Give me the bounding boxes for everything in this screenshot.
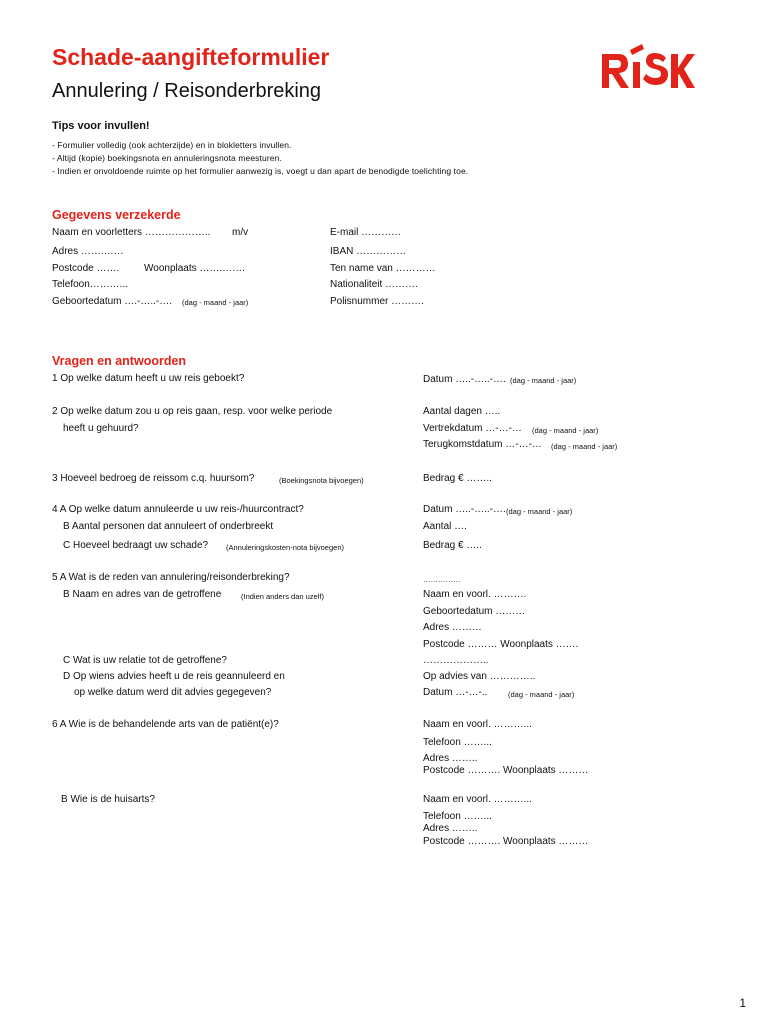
answer-5a-reden[interactable]: …………… (423, 575, 461, 584)
answer-6b-naam[interactable]: Naam en voorl. ………... (423, 794, 532, 805)
field-woonplaats[interactable]: Woonplaats …….……. (144, 263, 245, 274)
question-4a: 4 A Op welke datum annuleerde u uw reis-/huurcontract? (52, 504, 304, 515)
risk-logo (600, 40, 695, 92)
field-naam[interactable]: Naam en voorletters ……………….. (52, 227, 211, 238)
question-3: 3 Hoeveel bedroeg de reissom c.q. huursom? (52, 473, 255, 484)
field-mv[interactable]: m/v (232, 227, 249, 238)
date-format-hint: (dag - maand - jaar) (551, 442, 618, 451)
tips-heading: Tips voor invullen! (52, 120, 150, 132)
date-format-hint: (dag - maand - jaar) (510, 376, 577, 385)
answer-5b-geboortedatum[interactable]: Geboortedatum ……… (423, 606, 526, 617)
answer-2-terug[interactable]: Terugkomstdatum …-…-… (423, 439, 542, 450)
question-4c-hint: (Annuleringskosten-nota bijvoegen) (226, 543, 344, 552)
date-format-hint: (dag - maand - jaar) (182, 298, 249, 307)
answer-4a-datum[interactable]: Datum …..-…..-…. (423, 504, 506, 515)
answer-6a-postcode-woonplaats[interactable]: Postcode ………. Woonplaats ……… (423, 765, 589, 776)
field-telefoon[interactable]: Telefoon…….….. (52, 279, 129, 290)
date-format-hint: (dag - maand - jaar) (532, 426, 599, 435)
field-iban[interactable]: IBAN …………… (330, 246, 407, 257)
answer-6a-adres[interactable]: Adres …….. (423, 753, 478, 764)
question-5b: B Naam en adres van de getroffene (63, 589, 222, 600)
answer-2-vertrek[interactable]: Vertrekdatum …-…-… (423, 423, 522, 434)
question-5c: C Wat is uw relatie tot de getroffene? (63, 655, 227, 666)
answer-5b-naam[interactable]: Naam en voorl. ………. (423, 589, 527, 600)
tip-item: - Indien er onvoldoende ruimte op het formulier aanwezig is, voegt u dan apart de benodigde toelichting toe. (52, 166, 469, 176)
question-2: 2 Op welke datum zou u op reis gaan, resp. voor welke periode (52, 406, 333, 417)
answer-3-bedrag[interactable]: Bedrag € …….. (423, 473, 492, 484)
field-nationaliteit[interactable]: Nationaliteit ………. (330, 279, 418, 290)
answer-6a-telefoon[interactable]: Telefoon ……... (423, 737, 492, 748)
question-3-hint: (Boekingsnota bijvoegen) (279, 476, 364, 485)
answer-5b-adres[interactable]: Adres ……… (423, 622, 482, 633)
field-email[interactable]: E-mail ………… (330, 227, 402, 238)
answer-6b-adres[interactable]: Adres …….. (423, 823, 478, 834)
field-ten-name-van[interactable]: Ten name van ………… (330, 263, 436, 274)
field-adres[interactable]: Adres …….…… (52, 246, 124, 257)
question-1: 1 Op welke datum heeft u uw reis geboekt? (52, 373, 245, 384)
question-5d-cont: op welke datum werd dit advies gegegeven? (74, 687, 272, 698)
answer-6b-telefoon[interactable]: Telefoon ……... (423, 811, 492, 822)
answer-5d-advies[interactable]: Op advies van ………….. (423, 671, 536, 682)
question-6b: B Wie is de huisarts? (61, 794, 155, 805)
field-postcode[interactable]: Postcode ……. (52, 263, 120, 274)
answer-4b-aantal[interactable]: Aantal …. (423, 521, 467, 532)
section-heading-gegevens: Gegevens verzekerde (52, 208, 181, 222)
question-4c: C Hoeveel bedraagt uw schade? (63, 540, 209, 551)
tip-item: - Formulier volledig (ook achterzijde) en in blokletters invullen. (52, 140, 292, 150)
field-polisnummer[interactable]: Polisnummer ………. (330, 296, 424, 307)
page-number: 1 (739, 996, 746, 1010)
risk-logo-text: RISK (600, 40, 603, 41)
page-subtitle: Annulering / Reisonderbreking (52, 80, 322, 102)
question-6a: 6 A Wie is de behandelende arts van de patiënt(e)? (52, 719, 279, 730)
answer-6a-naam[interactable]: Naam en voorl. ………... (423, 719, 532, 730)
answer-5c-relatie[interactable]: ……………….. (423, 655, 489, 666)
answer-5b-postcode-woonplaats[interactable]: Postcode ……… Woonplaats ……. (423, 639, 579, 650)
answer-4c-bedrag[interactable]: Bedrag € ….. (423, 540, 482, 551)
tip-item: - Altijd (kopie) boekingsnota en annuleringsnota meesturen. (52, 153, 282, 163)
date-format-hint: (dag - maand - jaar) (506, 507, 573, 516)
answer-1-datum[interactable]: Datum …..-…..-…. (423, 374, 506, 385)
answer-2-dagen[interactable]: Aantal dagen ….. (423, 406, 501, 417)
question-4b: B Aantal personen dat annuleert of onderbreekt (63, 521, 274, 532)
page-title: Schade-aangifteformulier (52, 44, 330, 70)
question-2-cont: heeft u gehuurd? (63, 423, 139, 434)
date-format-hint: (dag - maand - jaar) (508, 690, 575, 699)
question-5a: 5 A Wat is de reden van annulering/reisonderbreking? (52, 572, 290, 583)
question-5b-hint: (Indien anders dan uzelf) (241, 592, 324, 601)
answer-5d-datum[interactable]: Datum …-…-.. (423, 687, 488, 698)
answer-6b-postcode-woonplaats[interactable]: Postcode ………. Woonplaats ……… (423, 836, 589, 847)
question-5d: D Op wiens advies heeft u de reis geannuleerd en (63, 671, 285, 682)
section-heading-vragen: Vragen en antwoorden (52, 354, 187, 368)
field-geboortedatum[interactable]: Geboortedatum ….-…..-…. (52, 296, 173, 307)
